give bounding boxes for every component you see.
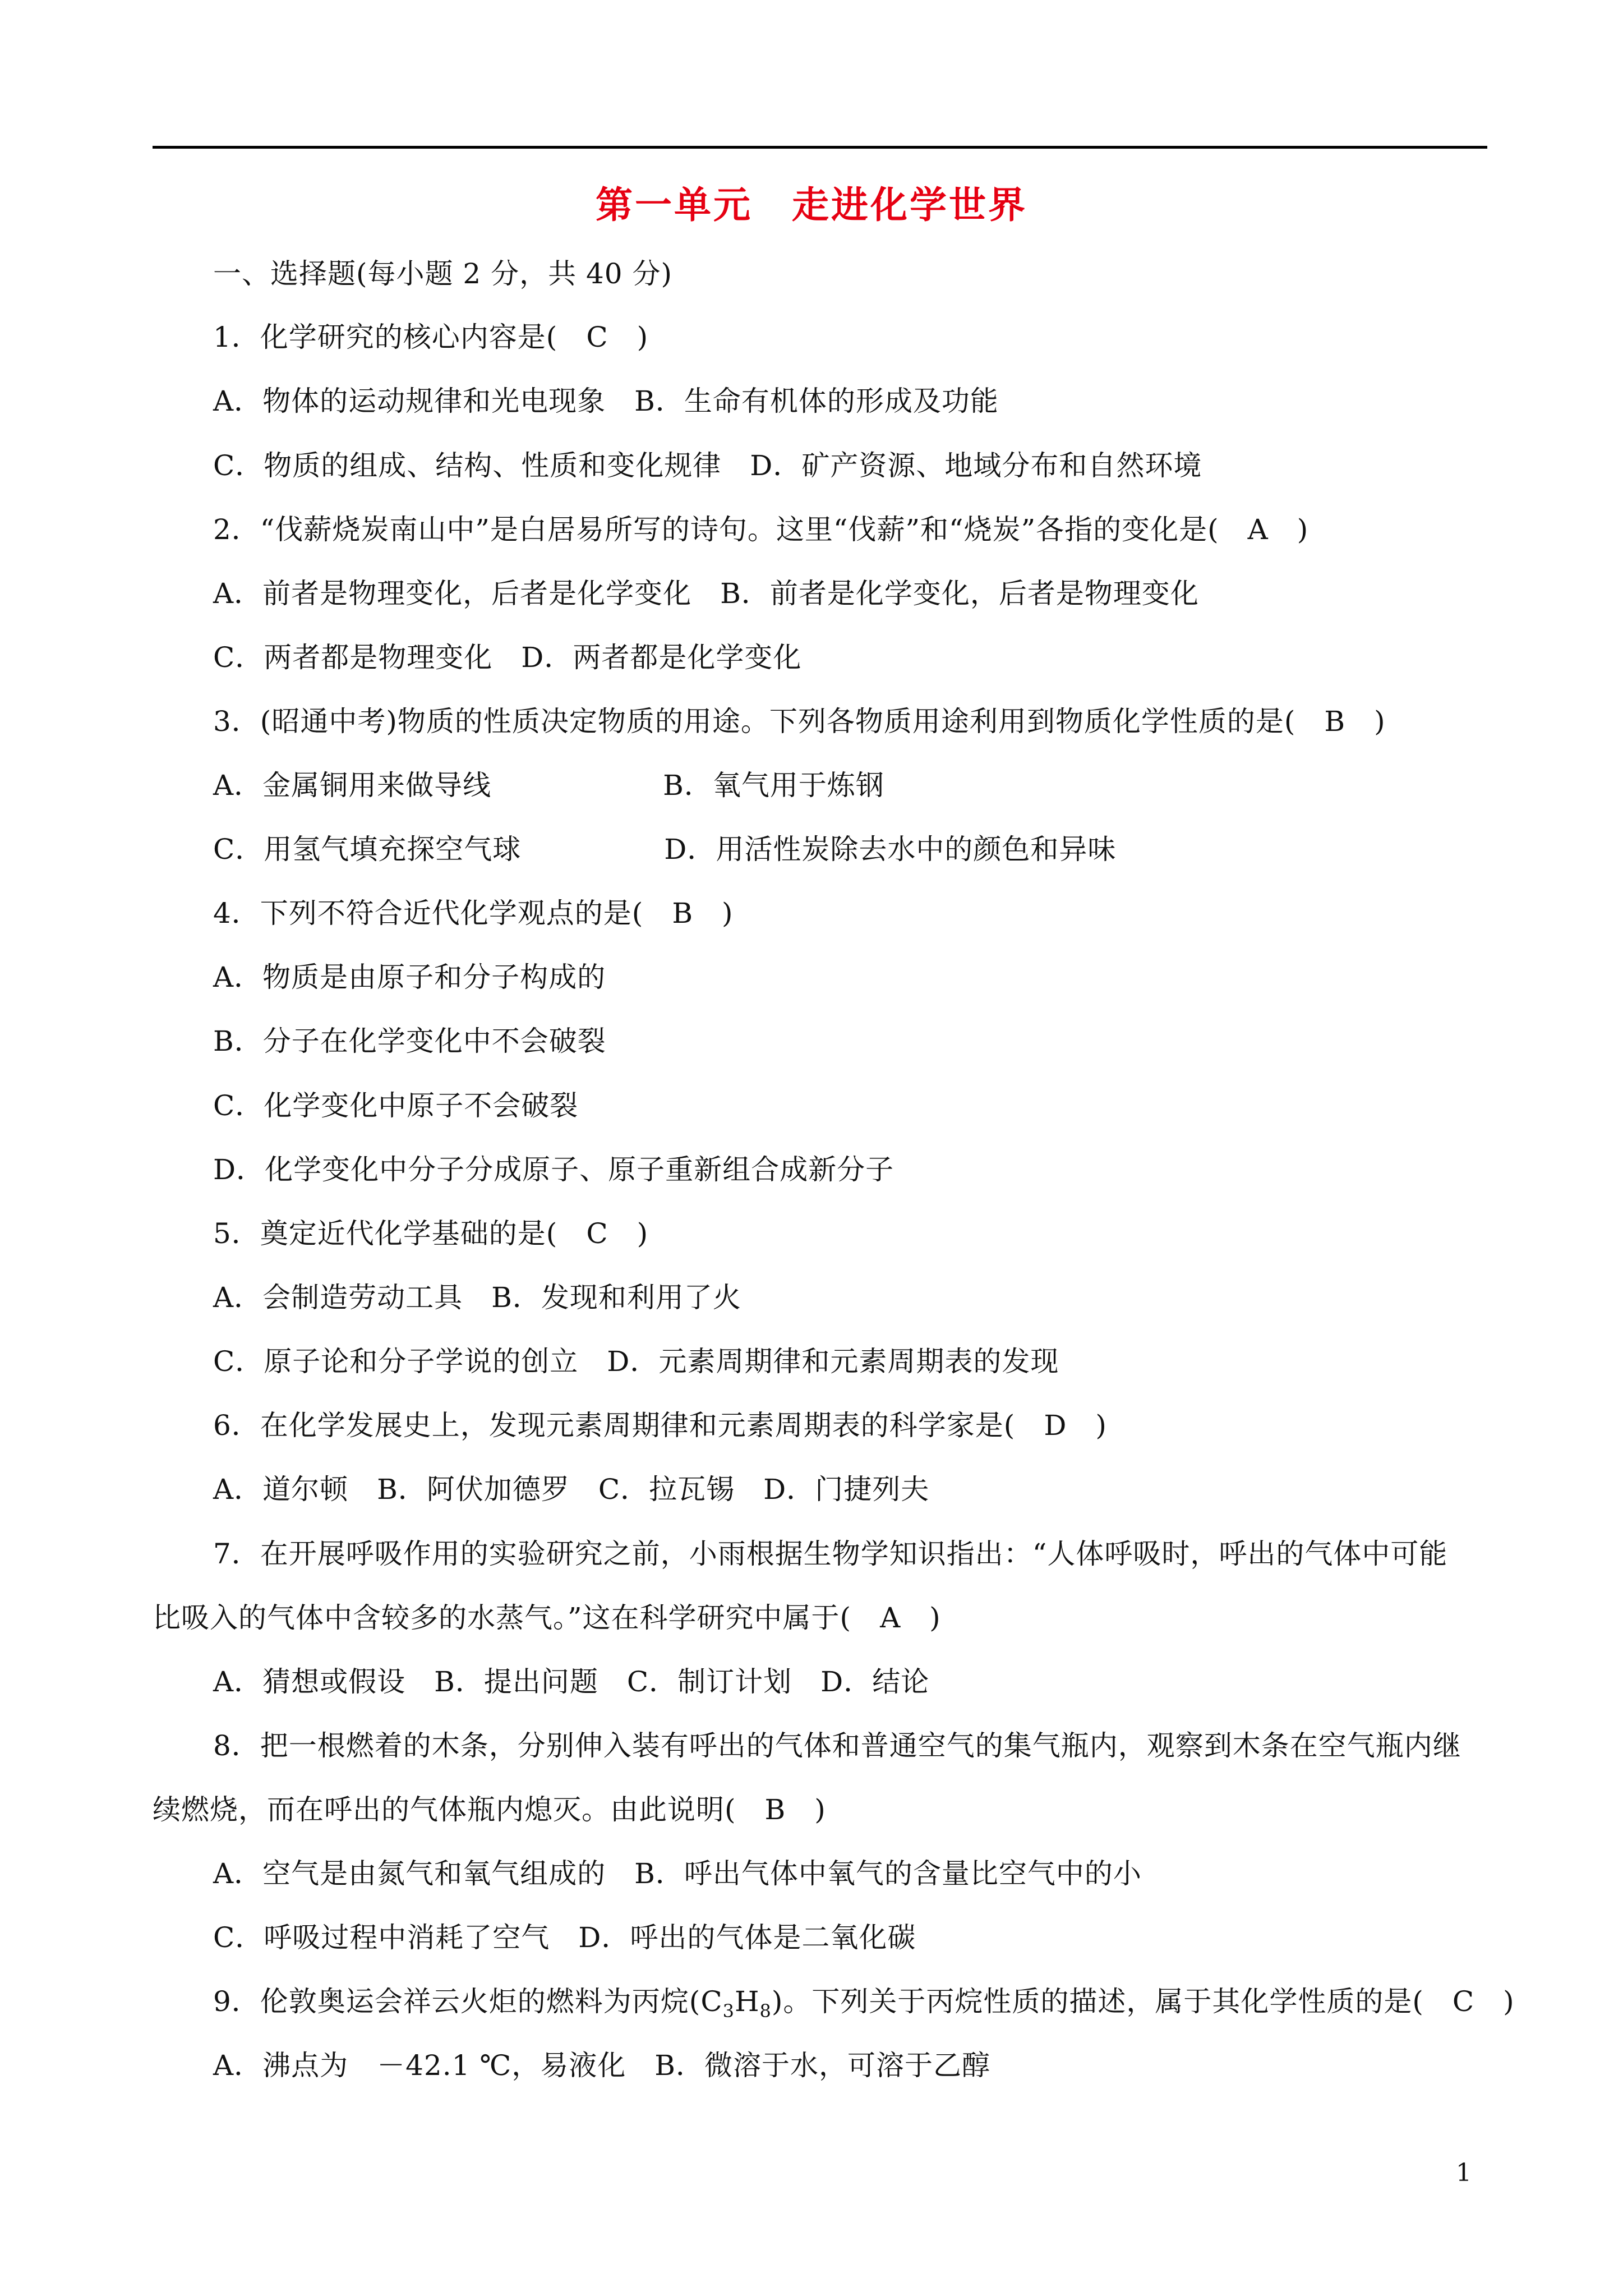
section-heading: 一、选择题(每小题 2 分，共 40 分) <box>213 257 673 290</box>
question-9-stem-part-2: H <box>734 1985 760 2018</box>
question-2-stem: 2．“伐薪烧炭南山中”是白居易所写的诗句。这里“伐薪”和“烧炭”各指的变化是( A ) <box>213 513 1309 546</box>
question-8-stem-line-2: 续燃烧，而在呼出的气体瓶内熄灭。由此说明( B ) <box>153 1793 826 1826</box>
question-3-options-row-2: C．用氢气填充探空气球 D．用活性炭除去水中的颜色和异味 <box>213 833 1117 866</box>
question-9-stem-part-3: )。下列关于丙烷性质的描述，属于其化学性质的是( C ) <box>771 1985 1515 2018</box>
question-9-stem-part-1: 9．伦敦奥运会祥云火炬的燃料为丙烷(C <box>213 1985 723 2018</box>
question-3-stem: 3．(昭通中考)物质的性质决定物质的用途。下列各物质用途利用到物质化学性质的是( B ) <box>213 705 1386 738</box>
question-2-options-row-1: A．前者是物理变化，后者是化学变化 B．前者是化学变化，后者是物理变化 <box>213 577 1199 610</box>
question-7-stem-line-2: 比吸入的气体中含较多的水蒸气。”这在科学研究中属于( A ) <box>153 1602 941 1634</box>
question-4-stem: 4．下列不符合近代化学观点的是( B ) <box>213 897 734 930</box>
header-rule <box>153 146 1487 149</box>
question-7-stem-line-1: 7．在开展呼吸作用的实验研究之前，小雨根据生物学知识指出：“人体呼吸时，呼出的气体中可能 <box>213 1538 1448 1570</box>
question-1-options-row-1: A．物体的运动规律和光电现象 B．生命有机体的形成及功能 <box>213 385 999 417</box>
question-9-subscript-hydrogen: 8 <box>759 2000 772 2022</box>
question-6-stem: 6．在化学发展史上，发现元素周期律和元素周期表的科学家是( D ) <box>213 1409 1107 1442</box>
question-8-options-row-1: A．空气是由氮气和氧气组成的 B．呼出气体中氧气的含量比空气中的小 <box>213 1857 1142 1890</box>
question-2-options-row-2: C．两者都是物理变化 D．两者都是化学变化 <box>213 641 802 674</box>
question-4-option-b: B．分子在化学变化中不会破裂 <box>213 1025 606 1057</box>
question-5-stem: 5．奠定近代化学基础的是( C ) <box>213 1217 649 1250</box>
question-5-options-row-2: C．原子论和分子学说的创立 D．元素周期律和元素周期表的发现 <box>213 1345 1059 1378</box>
question-8-stem-line-1: 8．把一根燃着的木条，分别伸入装有呼出的气体和普通空气的集气瓶内，观察到木条在空气瓶内继 <box>213 1729 1461 1762</box>
question-4-option-d: D．化学变化中分子分成原子、原子重新组合成新分子 <box>213 1153 895 1186</box>
question-1-stem: 1．化学研究的核心内容是( C ) <box>213 321 649 353</box>
question-9-stem <box>213 1985 1515 2022</box>
question-9-subscript-carbon: 3 <box>722 2000 735 2022</box>
question-9-options-row-1: A．沸点为 －42.1 ℃，易液化 B．微溶于水，可溶于乙醇 <box>213 2049 991 2082</box>
question-6-options-row-1: A．道尔顿 B．阿伏加德罗 C．拉瓦锡 D．门捷列夫 <box>213 1473 930 1506</box>
page-title: 第一单元 走进化学世界 <box>596 183 1027 227</box>
page-number: 1 <box>1456 2159 1472 2187</box>
question-8-options-row-2: C．呼吸过程中消耗了空气 D．呼出的气体是二氧化碳 <box>213 1921 916 1954</box>
question-7-options-row-1: A．猜想或假设 B．提出问题 C．制订计划 D．结论 <box>213 1665 930 1698</box>
question-3-options-row-1: A．金属铜用来做导线 B．氧气用于炼钢 <box>213 769 884 802</box>
question-4-option-a: A．物质是由原子和分子构成的 <box>213 961 606 993</box>
question-4-option-c: C．化学变化中原子不会破裂 <box>213 1089 579 1122</box>
question-5-options-row-1: A．会制造劳动工具 B．发现和利用了火 <box>213 1281 741 1314</box>
question-1-options-row-2: C．物质的组成、结构、性质和变化规律 D．矿产资源、地域分布和自然环境 <box>213 449 1202 482</box>
